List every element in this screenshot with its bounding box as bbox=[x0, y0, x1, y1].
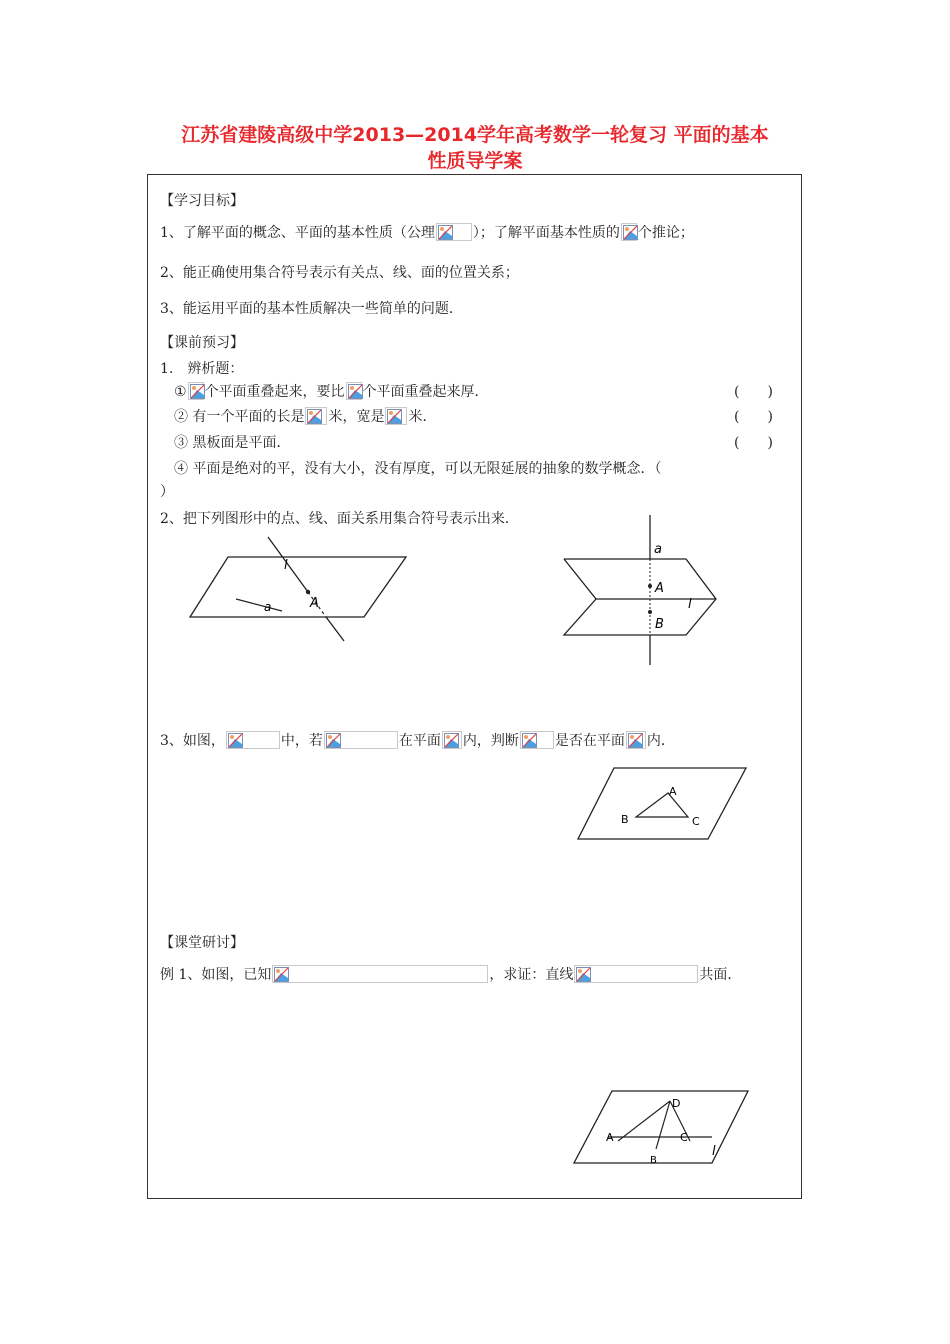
broken-image-icon bbox=[574, 965, 698, 983]
broken-image-icon bbox=[621, 223, 637, 241]
goal-1-text-a: 1、了解平面的概念、平面的基本性质（公理 bbox=[160, 225, 435, 241]
fig3-label-c: C bbox=[692, 815, 700, 828]
q1-item-d: ④ 平面是绝对的平，没有大小，没有厚度，可以无限延展的抽象的数学概念．（ bbox=[174, 461, 662, 477]
worksheet-frame bbox=[147, 174, 802, 1199]
fig3-label-b: B bbox=[621, 813, 629, 826]
q1-b-text-3: 米． bbox=[408, 409, 437, 425]
broken-image-icon bbox=[226, 731, 280, 749]
ex1-text-c: 共面． bbox=[699, 967, 742, 983]
q3-text-b: 中，若 bbox=[280, 733, 323, 749]
broken-image-icon bbox=[626, 731, 646, 749]
broken-image-icon bbox=[520, 731, 554, 749]
q3-text-a: 3、如图， bbox=[160, 733, 225, 749]
ex1-text-b: ，求证：直线 bbox=[489, 967, 574, 983]
q1-a-text-2: 个平面重叠起来，要比 bbox=[204, 384, 345, 400]
broken-image-icon bbox=[305, 407, 327, 425]
goal-1-text-b: ）；了解平面基本性质的 bbox=[472, 225, 620, 241]
fig2-label-a-point: A bbox=[655, 581, 664, 596]
broken-image-icon bbox=[324, 731, 398, 749]
broken-image-icon bbox=[436, 223, 472, 241]
q3-text-e: 是否在平面 bbox=[554, 733, 625, 749]
figure-coplanar-lines bbox=[572, 1089, 756, 1171]
broken-image-icon bbox=[188, 382, 204, 400]
fig4-label-a: A bbox=[606, 1131, 614, 1144]
goal-item-3: 3、能运用平面的基本性质解决一些简单的问题． bbox=[160, 301, 463, 317]
q1-a-text-1: ① bbox=[174, 384, 187, 400]
q1-item-c: ③ 黑板面是平面． bbox=[174, 435, 291, 451]
q1-b-text-1: ② 有一个平面的长是 bbox=[174, 409, 305, 425]
fig2-label-l: l bbox=[688, 597, 692, 612]
q3-text-f: 内． bbox=[646, 733, 675, 749]
answer-paren: ( ) bbox=[734, 409, 773, 425]
answer-paren: ( ) bbox=[734, 435, 773, 451]
fig4-label-b: B bbox=[650, 1155, 657, 1166]
goal-1-text-c: 个推论； bbox=[637, 225, 694, 241]
fig4-label-d: D bbox=[672, 1097, 681, 1110]
broken-image-icon bbox=[442, 731, 462, 749]
q1-item-a bbox=[174, 382, 489, 402]
fig2-label-b-point: B bbox=[655, 617, 664, 632]
figure-dihedral bbox=[556, 513, 726, 673]
goal-item-2: 2、能正确使用集合符号表示有关点、线、面的位置关系； bbox=[160, 265, 519, 281]
fig1-label-l: l bbox=[284, 558, 288, 573]
q3-text bbox=[160, 731, 675, 751]
q1-a-text-3: 个平面重叠起来厚． bbox=[362, 384, 489, 400]
broken-image-icon bbox=[272, 965, 488, 983]
page-title-line2: 性质导学案 bbox=[427, 150, 523, 172]
broken-image-icon bbox=[346, 382, 362, 400]
q1-item-b bbox=[174, 407, 436, 427]
q2-text: 2、把下列图形中的点、线、面关系用集合符号表示出来． bbox=[160, 511, 519, 527]
answer-paren: ( ) bbox=[734, 384, 773, 400]
q3-text-d: 内，判断 bbox=[462, 733, 519, 749]
ex1-text-a: 例 1、如图，已知 bbox=[160, 967, 272, 983]
goal-item-1 bbox=[160, 223, 694, 243]
fig4-label-c: C bbox=[680, 1131, 688, 1144]
fig1-label-a-point: A bbox=[310, 596, 319, 611]
broken-image-icon bbox=[385, 407, 407, 425]
figure-plane-line bbox=[186, 535, 416, 645]
fig2-label-a-line: a bbox=[654, 542, 662, 557]
fig3-label-a: A bbox=[669, 785, 677, 798]
goals-heading: 【学习目标】 bbox=[160, 193, 244, 209]
q1-item-d-close: ） bbox=[160, 484, 174, 500]
fig1-label-a-seg: a bbox=[264, 600, 272, 614]
q3-text-c: 在平面 bbox=[398, 733, 441, 749]
page-title-line1: 江苏省建陵高级中学2013—2014学年高考数学一轮复习 平面的基本 bbox=[181, 124, 769, 146]
q1-b-text-2: 米，宽是 bbox=[328, 409, 385, 425]
classroom-heading: 【课堂研讨】 bbox=[160, 935, 244, 951]
q1-title: 1. 辨析题： bbox=[160, 361, 244, 377]
fig4-label-l: l bbox=[712, 1144, 716, 1159]
preview-heading: 【课前预习】 bbox=[160, 335, 244, 351]
figure-triangle-plane bbox=[576, 765, 752, 845]
example-1-text bbox=[160, 965, 741, 985]
